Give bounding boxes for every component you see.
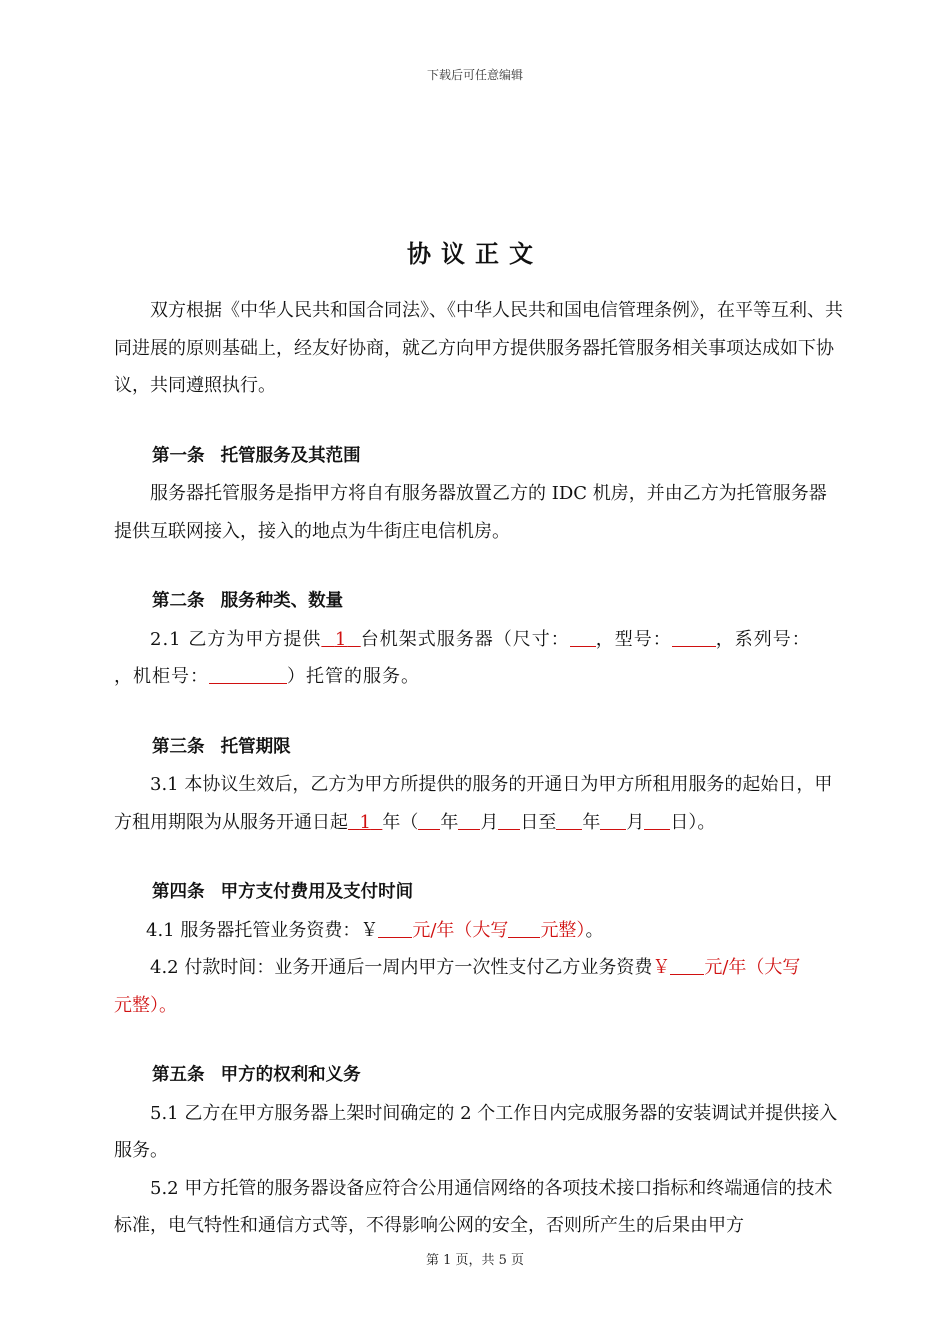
clause-3-1: 3.1 本协议生效后，乙方为甲方所提供的服务的开通日为甲方所租用服务的起始日，甲方租用期限为从服务开通日起 1 年（ 年 月 日至 年 月 日）。 xyxy=(114,774,833,833)
payment-fee-blank[interactable] xyxy=(670,954,704,975)
start-month-blank[interactable] xyxy=(458,809,480,830)
article-5-heading xyxy=(114,1057,844,1095)
end-month-blank[interactable] xyxy=(600,809,626,830)
annual-fee-uppercase-blank[interactable] xyxy=(508,917,540,938)
article-1-number: 第一条 xyxy=(152,445,205,466)
article-4-heading xyxy=(114,874,844,912)
article-5-title: 甲方的权利和义务 xyxy=(220,1065,361,1085)
article-1-heading xyxy=(114,438,844,476)
intro-paragraph: 双方根据《中华人民共和国合同法》、《中华人民共和国电信管理条例》，在平等互利、共同进展的原则基础上，经友好协商，就乙方向甲方提供服务器托管服务相关事项达成如下协议，共同遵照执行。 xyxy=(114,300,843,396)
article-2-heading xyxy=(114,583,844,621)
article-3-title: 托管期限 xyxy=(220,736,291,757)
cabinet-number-blank[interactable] xyxy=(209,663,287,684)
clause-5-2: 5.2 甲方托管的服务器设备应符合公用通信网络的各项技术接口指标和终端通信的技术标准，电气特性和通信方式等，不得影响公网的安全，否则所产生的后果由甲方 xyxy=(114,1177,833,1236)
start-year-blank[interactable] xyxy=(418,809,440,830)
clause-5-1: 5.1 乙方在甲方服务器上架时间确定的 2 个工作日内完成服务器的安装调试并提供接入服务。 xyxy=(114,1102,838,1161)
end-day-blank[interactable] xyxy=(644,809,670,830)
article-1-body: 服务器托管服务是指甲方将自有服务器放置乙方的 IDC 机房，并由乙方为托管服务器提供互联网接入，接入的地点为牛街庄电信机房。 xyxy=(114,483,827,542)
article-2-title: 服务种类、数量 xyxy=(220,591,344,611)
start-day-blank[interactable] xyxy=(498,809,520,830)
annual-fee-blank[interactable] xyxy=(378,917,412,938)
document-title: 协议正文 xyxy=(407,239,543,268)
article-4-number: 第四条 xyxy=(152,882,205,902)
model-blank[interactable] xyxy=(672,626,716,647)
clause-4-1: 4.1 服务器托管业务资费：￥ 元/年（大写 元整）。 xyxy=(114,912,844,950)
clause-2-1: 2.1 乙方为甲方提供 1 台机架式服务器（尺寸： ，型号： ，系列号： ，机柜号： ）托管的服务。 xyxy=(114,621,844,696)
article-3-heading xyxy=(114,729,844,767)
clause-4-2: 4.2 付款时间：业务开通后一周内甲方一次性支付乙方业务资费￥ 元/年（大写 元整）。 xyxy=(114,949,844,1024)
article-3-number: 第三条 xyxy=(152,736,205,757)
article-5-number: 第五条 xyxy=(152,1065,205,1085)
server-quantity-field[interactable]: 1 xyxy=(334,628,348,650)
page-footer: 第 1 页，共 5 页 xyxy=(425,1253,525,1268)
size-blank[interactable] xyxy=(570,626,596,647)
page-header: 下载后可任意编辑 xyxy=(426,68,523,82)
end-year-blank[interactable] xyxy=(556,809,582,830)
article-2-number: 第二条 xyxy=(152,591,205,611)
article-4-title: 甲方支付费用及支付时间 xyxy=(220,882,414,902)
document-body xyxy=(114,292,844,1245)
article-1-title: 托管服务及其范围 xyxy=(220,445,361,466)
term-years-field[interactable]: 1 xyxy=(359,811,371,833)
